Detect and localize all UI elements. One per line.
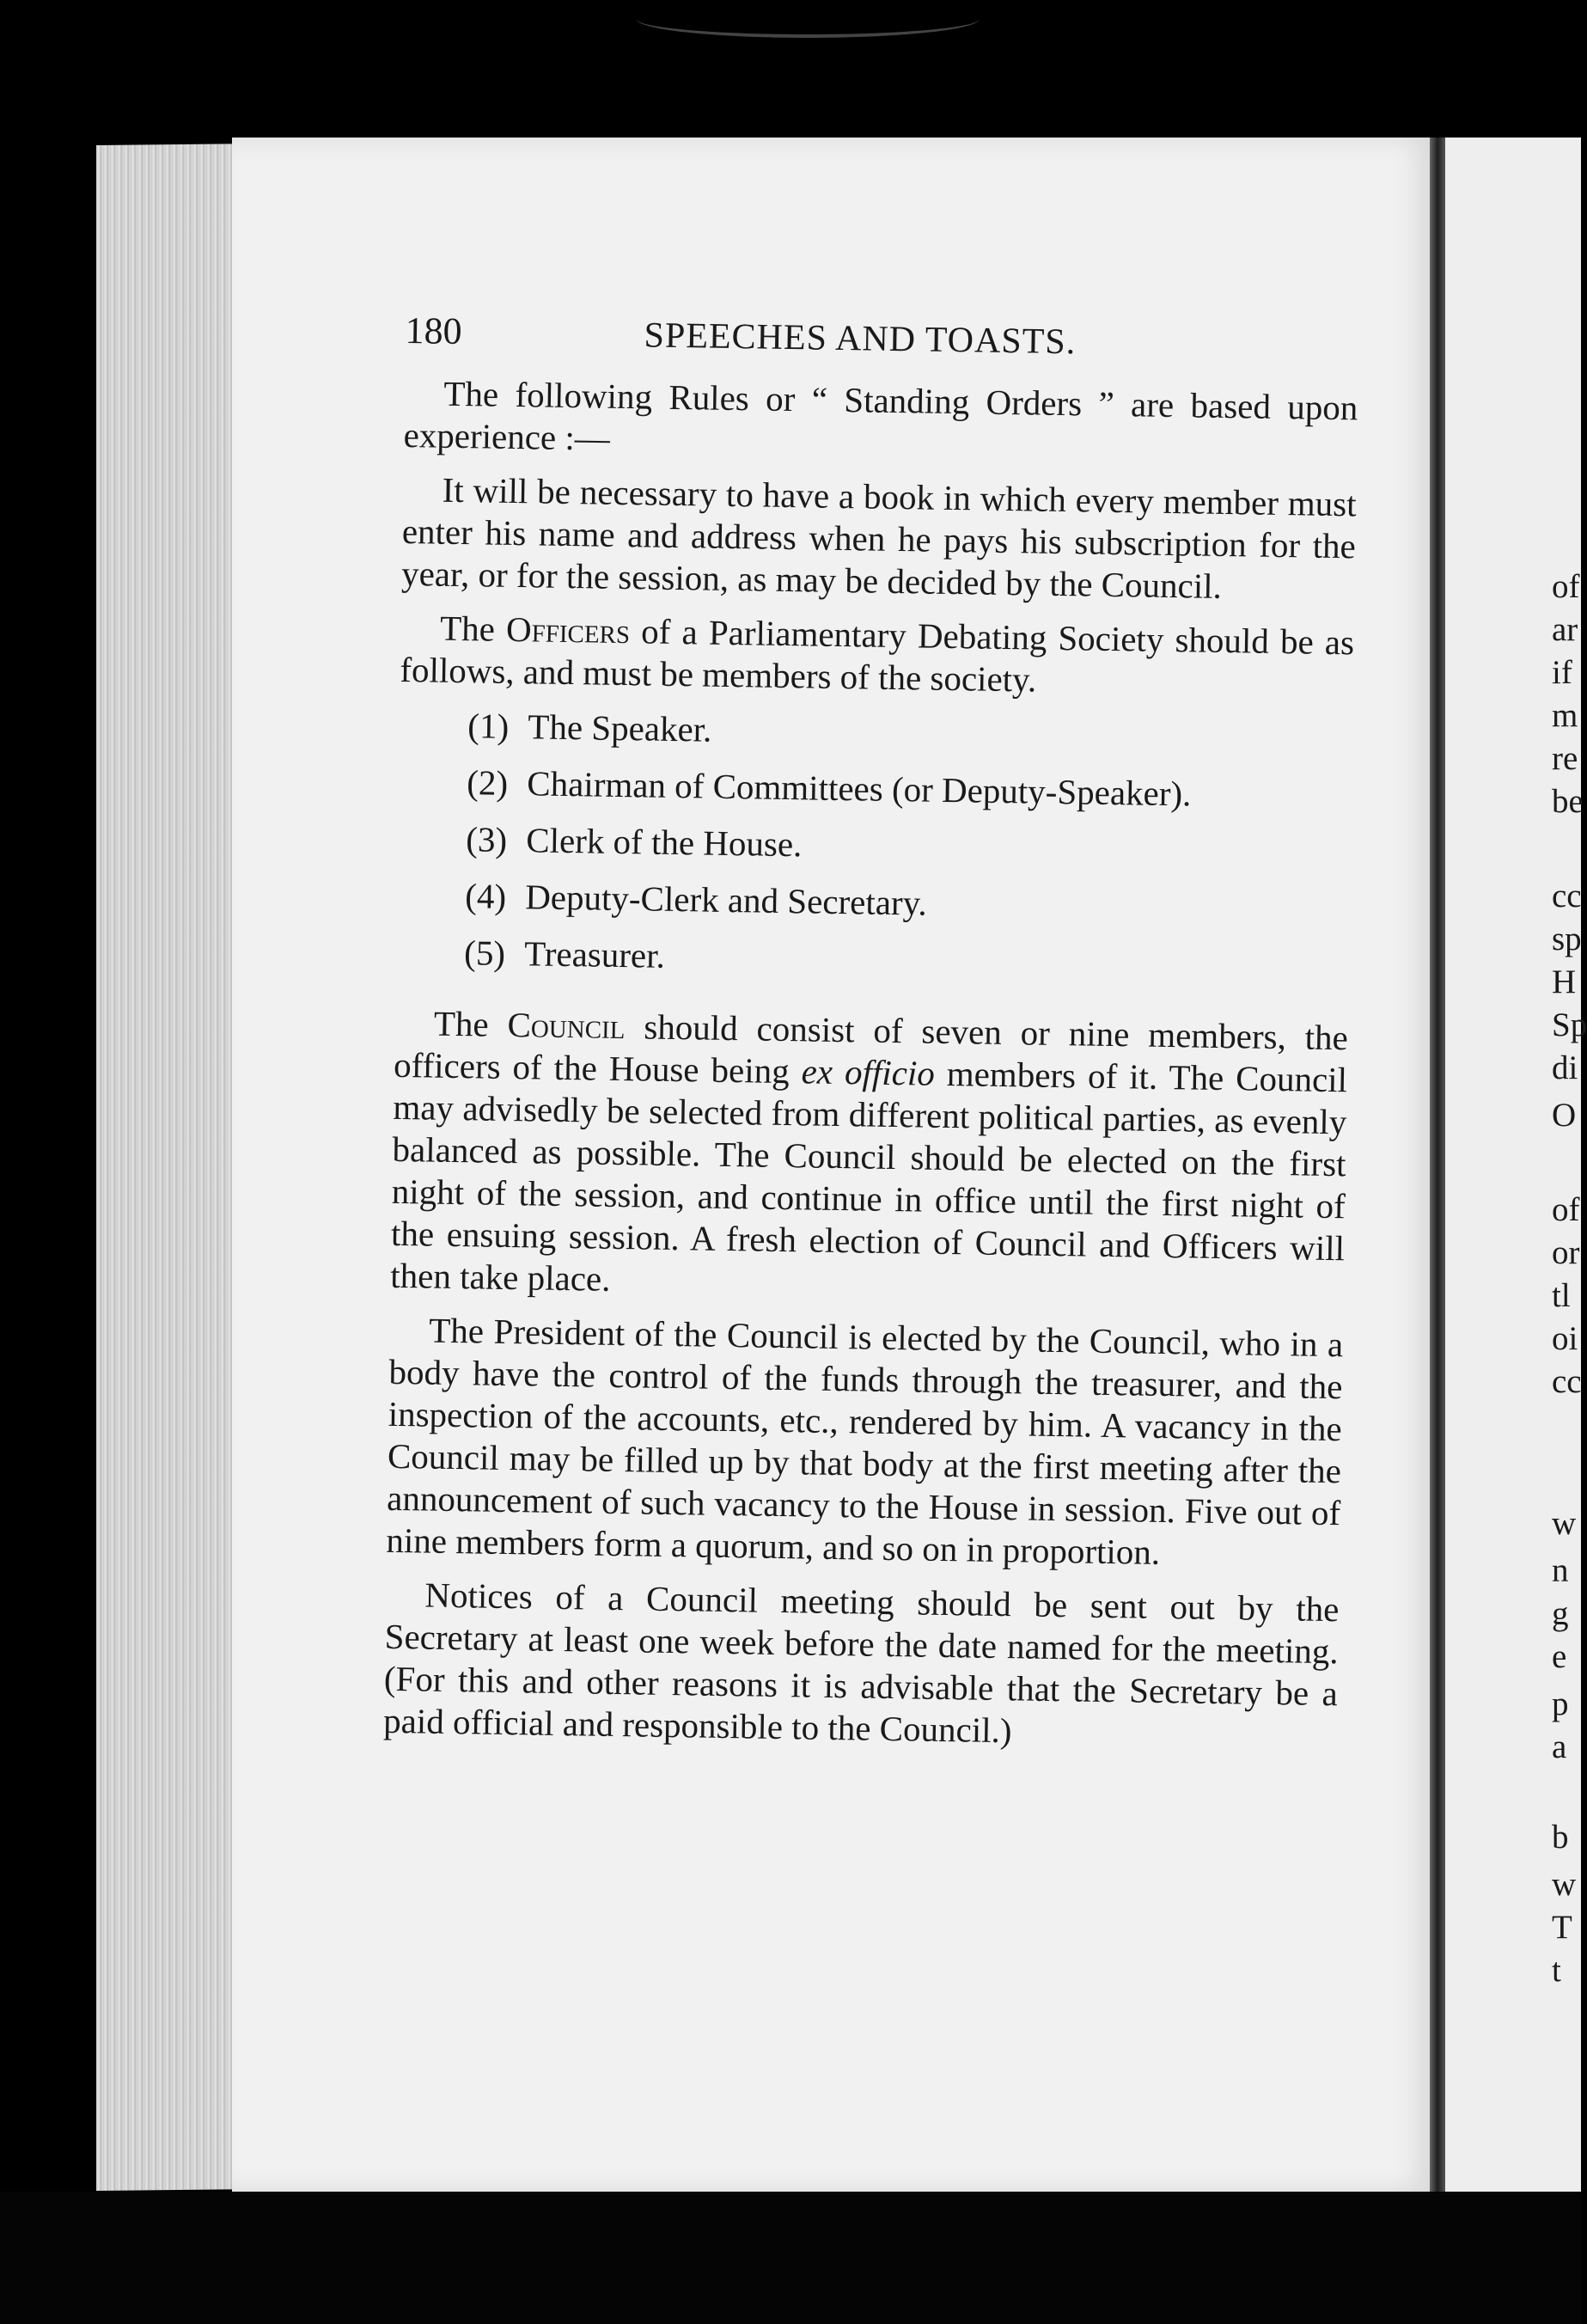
paragraph-rules-intro: The following Rules or “ Standing Orders ” are based upon experience :— bbox=[403, 373, 1358, 458]
officers-list bbox=[464, 704, 1353, 988]
paragraph-officers-intro bbox=[400, 607, 1354, 706]
paragraph-notices: Notices of a Council meeting should be sent out by the Secretary at least one week before the date named for the meeting. (For this and other reasons it is advisable that the Secretary be a paid official and responsible to the Council.) bbox=[382, 1575, 1340, 1751]
list-number: (5) bbox=[463, 933, 506, 973]
list-item bbox=[467, 761, 1352, 817]
right-page-fragment: of bbox=[1552, 1191, 1580, 1228]
text-span: The bbox=[433, 1003, 490, 1044]
book-gutter bbox=[1430, 138, 1445, 2192]
list-item bbox=[466, 817, 1352, 874]
right-page-fragment: di bbox=[1552, 1049, 1578, 1086]
right-page-fragment: H bbox=[1552, 963, 1577, 1000]
page-text-block bbox=[383, 309, 1359, 1757]
right-page-fragment: Sp bbox=[1552, 1006, 1587, 1043]
right-page-fragment: sp bbox=[1552, 920, 1582, 957]
list-label: Clerk of the House. bbox=[525, 820, 803, 865]
list-item bbox=[467, 704, 1353, 761]
right-page-fragment: oi bbox=[1552, 1320, 1578, 1357]
list-item bbox=[465, 874, 1351, 931]
right-page-fragment: O bbox=[1552, 1097, 1577, 1134]
right-page-fragment: or bbox=[1552, 1234, 1580, 1271]
text-span: of a Parliamentary Debating Society should be as follows, and must be members of the society. bbox=[400, 611, 1355, 700]
right-page-fragment: m bbox=[1552, 697, 1578, 734]
right-page-fragment: re bbox=[1552, 740, 1578, 777]
right-page-fragment: of bbox=[1552, 568, 1580, 605]
council-term: Council bbox=[507, 1004, 626, 1047]
right-page-fragment: a bbox=[1552, 1728, 1567, 1765]
paragraph-council bbox=[390, 1002, 1348, 1312]
right-page-fragment: b bbox=[1552, 1819, 1569, 1856]
text-span: members of it. The Council may advisedly be selected from different political parties, as evenly balanced as possible. The Council should be elected on the first night of the session, and continue in office until the first night of the ensuing session. A fresh election of Council and Officers will then take place. bbox=[389, 1054, 1348, 1299]
background-surface bbox=[0, 2192, 1581, 2324]
right-page-fragment: cc bbox=[1552, 1363, 1582, 1400]
right-page bbox=[1445, 138, 1587, 2192]
right-page-fragment: w bbox=[1552, 1866, 1577, 1903]
text-span: should consist of seven or nine members, the officers of the House being bbox=[393, 1006, 1349, 1092]
running-head: SPEECHES AND TOASTS. bbox=[644, 315, 1077, 363]
right-page-fragment: t bbox=[1552, 1952, 1561, 1989]
list-label: Deputy-Clerk and Secretary. bbox=[524, 877, 928, 923]
list-number: (2) bbox=[467, 762, 509, 803]
right-page-fragment: n bbox=[1552, 1552, 1569, 1589]
right-page-fragment: e bbox=[1552, 1638, 1567, 1675]
right-page-fragment: be bbox=[1552, 783, 1584, 820]
right-page-fragment: w bbox=[1552, 1505, 1577, 1542]
right-page-fragment: g bbox=[1552, 1595, 1569, 1632]
list-label: Treasurer. bbox=[523, 933, 666, 975]
page-number: 180 bbox=[405, 309, 462, 353]
paragraph-president: The President of the Council is elected by the Council, who in a body have the control of the funds through the treasurer, and the inspection of the accounts, etc., rendered by him. A vacancy in the Council may be filled up by that body at the first meeting after the announcement of such vacancy to the House in session. Five out of nine members form a quorum, and so on in proportion. bbox=[386, 1310, 1344, 1572]
list-label: The Speaker. bbox=[528, 706, 712, 749]
italic-term: ex officio bbox=[801, 1051, 936, 1093]
paragraph-member-book: It will be necessary to have a book in which every member must enter his name and address when he pays his subscription for the year, or for the session, as may be decided by the Council. bbox=[400, 469, 1357, 606]
list-label: Chairman of Committees (or Deputy-Speaker). bbox=[526, 763, 1192, 814]
list-number: (3) bbox=[465, 819, 508, 859]
right-page-fragment: tl bbox=[1552, 1277, 1571, 1314]
text-span: The bbox=[439, 608, 496, 649]
right-page-fragment: T bbox=[1552, 1909, 1572, 1946]
right-page-fragment: p bbox=[1552, 1685, 1569, 1722]
right-page-fragment: if bbox=[1552, 654, 1572, 691]
list-number: (4) bbox=[464, 876, 507, 916]
binding-cord bbox=[636, 0, 980, 38]
list-number: (1) bbox=[467, 706, 510, 746]
right-page-fragment: cc bbox=[1552, 878, 1582, 914]
officers-term: Officers bbox=[505, 609, 631, 651]
right-page-fragment: ar bbox=[1552, 611, 1578, 648]
list-item bbox=[464, 931, 1350, 988]
